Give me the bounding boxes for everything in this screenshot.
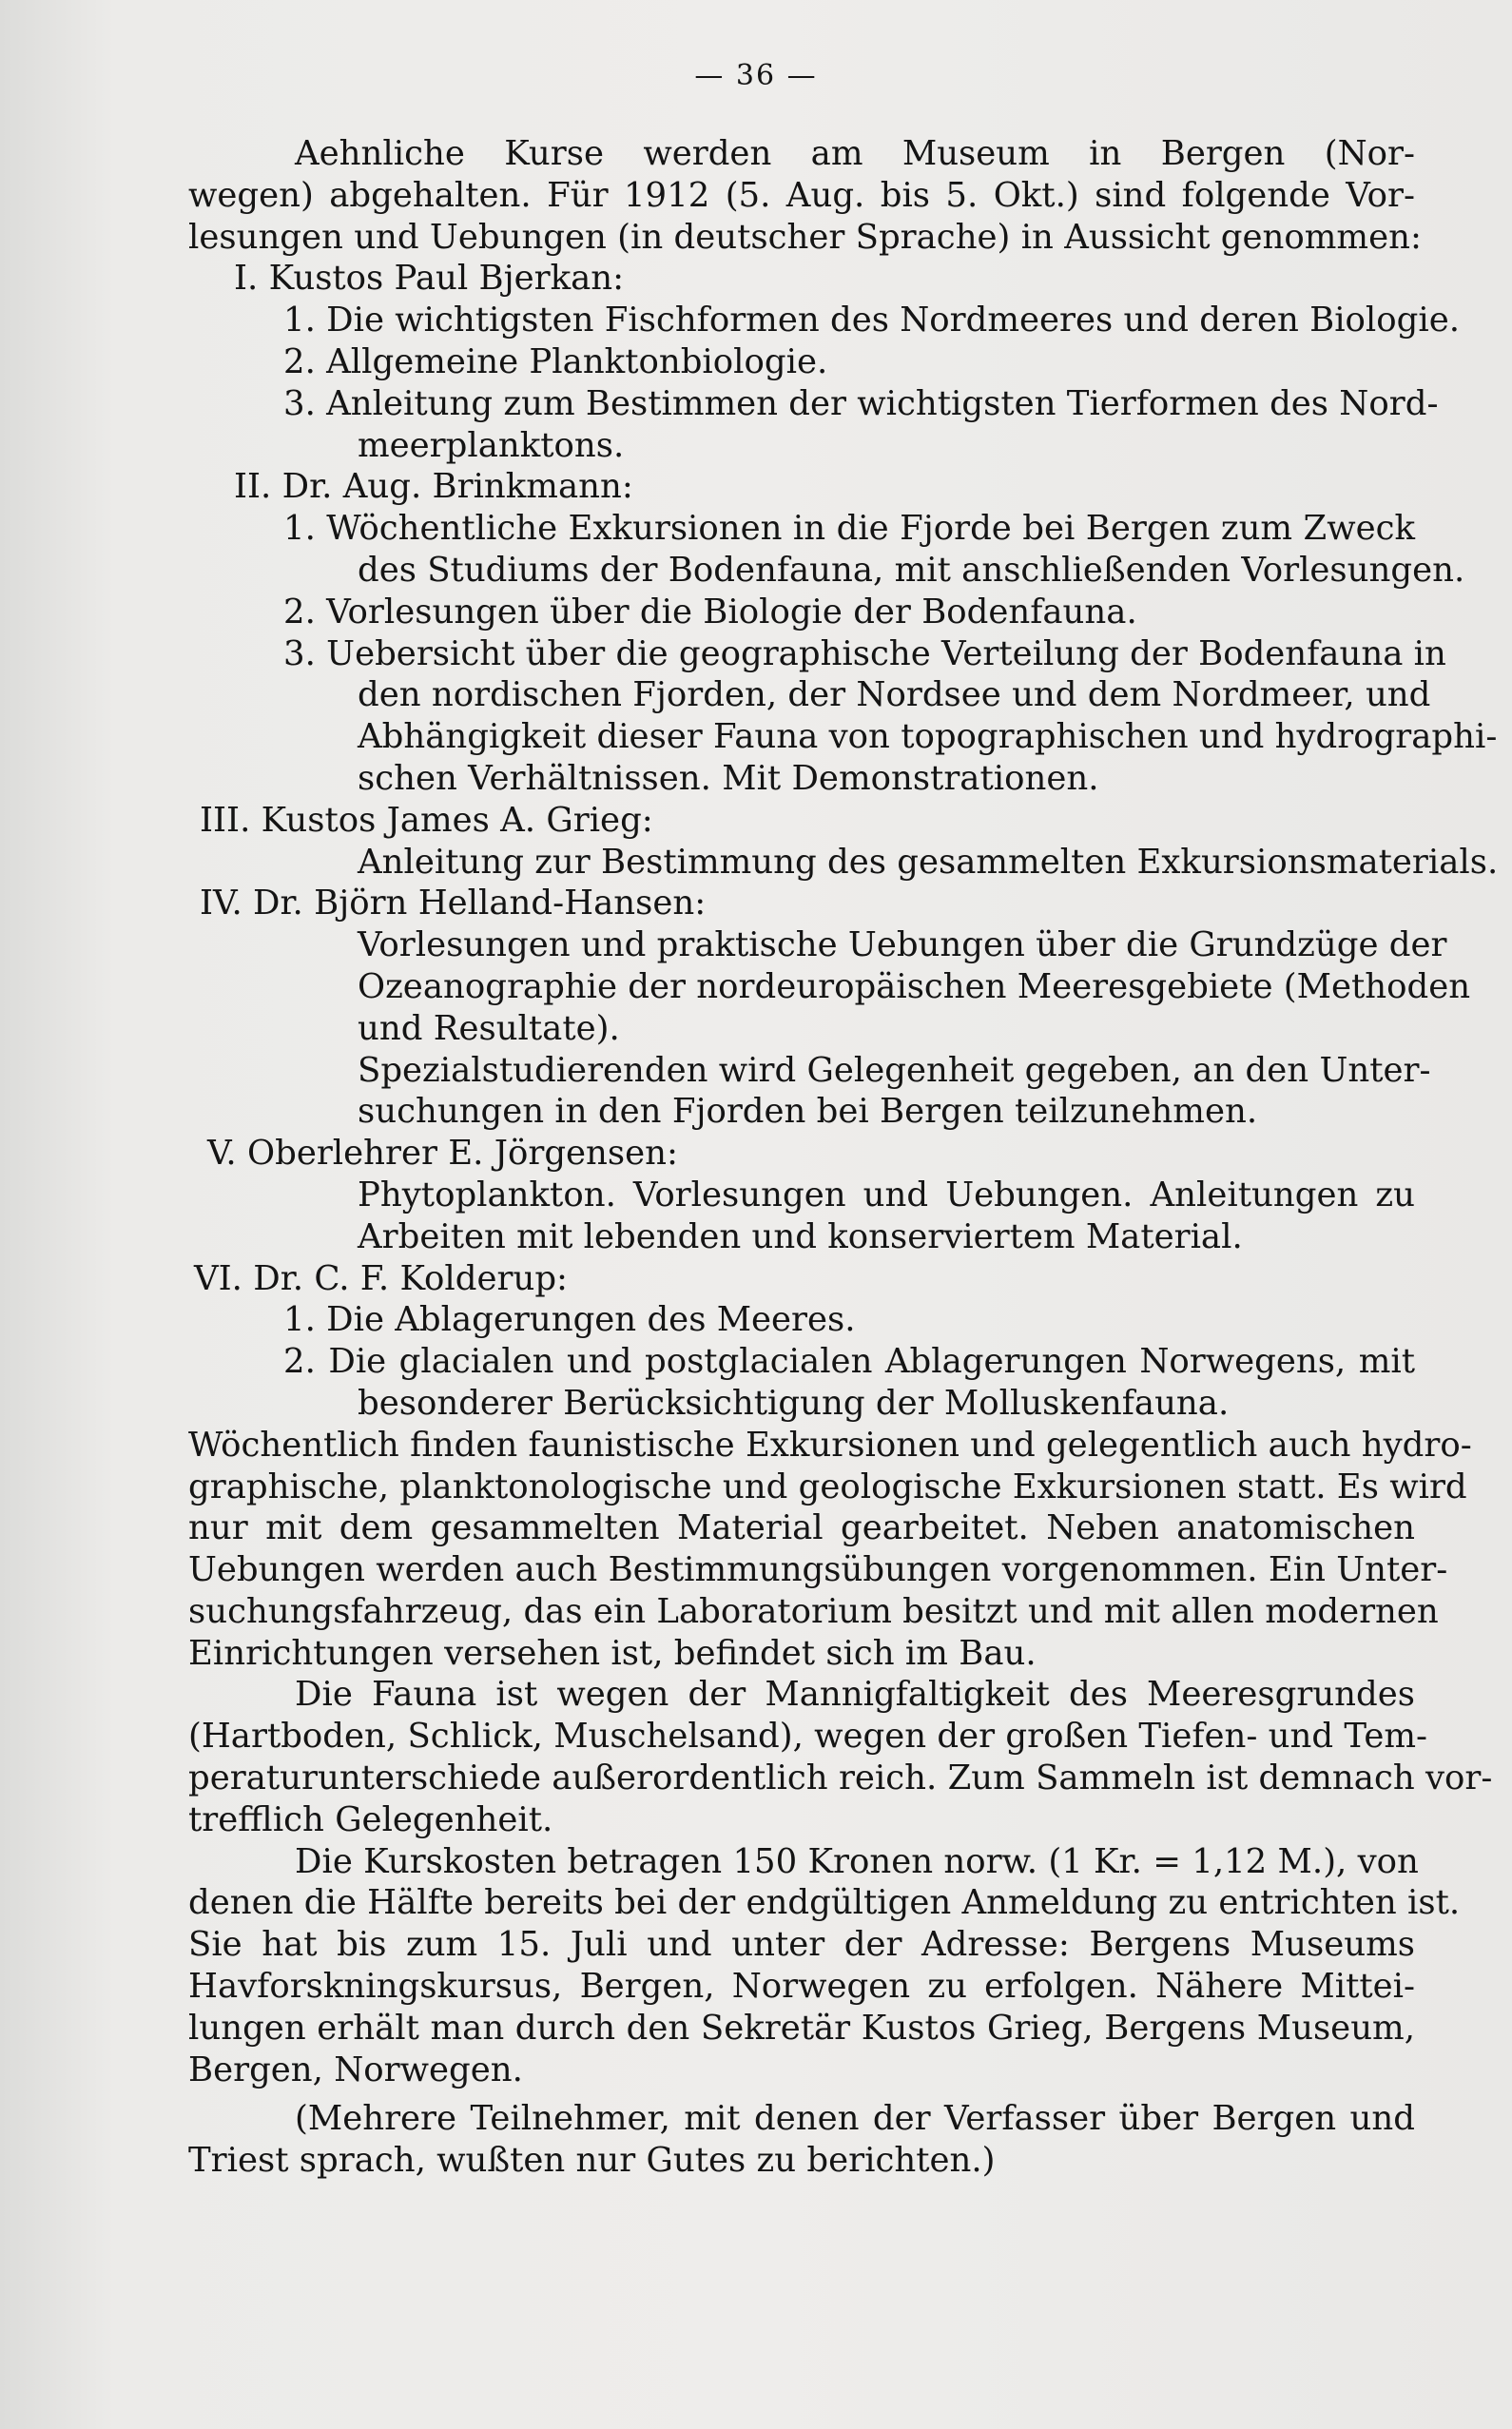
text-line: trefflich Gelegenheit. [188,1799,553,1839]
list-item-continuation: Abhängigkeit dieser Fauna von topographischen und hydrographi- [358,717,1498,757]
text-line: graphische, planktonologische und geologische Exkursionen statt. Es wird [188,1467,1467,1506]
text-line: suchungsfahrzeug, das ein Laboratorium besitzt und mit allen modernen [188,1591,1439,1631]
lecturer-heading: I. Kustos Paul Bjerkan: [234,259,625,299]
text-line: Uebungen werden auch Bestimmungsübungen vorgenommen. Ein Unter- [188,1550,1448,1590]
list-item: 2. Vorlesungen über die Biologie der Bodenfauna. [283,592,1137,632]
lecturer-heading: IV. Dr. Björn Helland-Hansen: [200,884,707,923]
text-line: Sie hat bis zum 15. Juli und unter der Adresse: Bergens Museums [188,1925,1415,1965]
text-line: Bergen, Norwegen. [188,2050,523,2089]
list-item: 2. Die glacialen und postglacialen Ablagerungen Norwegens, mit [283,1342,1415,1382]
text-line: Einrichtungen versehen ist, befindet sich im Bau. [188,1633,1037,1673]
list-item-continuation: besonderer Berücksichtigung der Molluskenfauna. [358,1383,1230,1423]
text-line: peraturunterschiede außerordentlich reich. Zum Sammeln ist demnach vor- [188,1759,1493,1798]
list-item-continuation: den nordischen Fjorden, der Nordsee und dem Nordmeer, und [358,675,1431,715]
list-item: 3. Anleitung zum Bestimmen der wichtigsten Tierformen des Nord- [283,383,1439,423]
lecturer-heading: VI. Dr. C. F. Kolderup: [194,1258,569,1298]
body-text [188,133,1499,2182]
text-line: Die Kurskosten betragen 150 Kronen norw. (1 Kr. = 1,12 M.), von [295,1841,1419,1881]
list-item: Phytoplankton. Vorlesungen und Uebungen. Anleitungen zu [358,1175,1415,1214]
text-line: Triest sprach, wußten nur Gutes zu berichten.) [188,2141,996,2181]
text-line: lesungen und Uebungen (in deutscher Sprache) in Aussicht genommen: [188,217,1422,257]
list-item: Spezialstudierenden wird Gelegenheit gegeben, an den Unter- [358,1050,1431,1090]
list-item-continuation: des Studiums der Bodenfauna, mit anschließenden Vorlesungen. [358,550,1465,590]
list-item: 1. Die Ablagerungen des Meeres. [283,1300,856,1340]
list-item: Anleitung zur Bestimmung des gesammelten Exkursionsmaterials. [358,842,1499,882]
list-item: 1. Die wichtigsten Fischformen des Nordmeeres und deren Biologie. [283,301,1461,340]
list-item: Ozeanographie der nordeuropäischen Meeresgebiete (Methoden [358,966,1471,1006]
list-item-continuation: meerplanktons. [358,425,625,465]
text-line: nur mit dem gesammelten Material gearbeitet. Neben anatomischen [188,1508,1415,1548]
text-line: (Mehrere Teilnehmer, mit denen der Verfasser über Bergen und [295,2099,1415,2139]
text-line: Havforskningskursus, Bergen, Norwegen zu erfolgen. Nähere Mittei- [188,1967,1415,2007]
list-item: Arbeiten mit lebenden und konserviertem Material. [358,1216,1243,1256]
list-item-continuation: schen Verhältnissen. Mit Demonstrationen. [358,758,1099,798]
text-line: Die Fauna ist wegen der Mannigfaltigkeit des Meeresgrundes [295,1675,1415,1715]
list-item: suchungen in den Fjorden bei Bergen teilzunehmen. [358,1092,1258,1132]
text-line: Aehnliche Kurse werden am Museum in Bergen (Nor- [295,134,1415,173]
list-item: 1. Wöchentliche Exkursionen in die Fjorde bei Bergen zum Zweck [283,509,1415,549]
text-line: (Hartboden, Schlick, Muschelsand), wegen der großen Tiefen- und Tem- [188,1717,1427,1757]
text-line: denen die Hälfte bereits bei der endgültigen Anmeldung zu entrichten ist. [188,1883,1461,1923]
text-line: wegen) abgehalten. Für 1912 (5. Aug. bis 5. Okt.) sind folgende Vor- [188,175,1415,215]
list-item: und Resultate). [358,1008,620,1048]
lecturer-heading: II. Dr. Aug. Brinkmann: [234,467,633,507]
list-item: 2. Allgemeine Planktonbiologie. [283,341,828,381]
list-item: Vorlesungen und praktische Uebungen über die Grundzüge der [358,925,1447,965]
list-item: 3. Uebersicht über die geographische Verteilung der Bodenfauna in [283,633,1446,673]
text-line: Wöchentlich finden faunistische Exkursionen und gelegentlich auch hydro- [188,1425,1472,1465]
lecturer-heading: V. Oberlehrer E. Jörgensen: [207,1134,678,1174]
page-number: — 36 — [694,59,818,92]
text-line: lungen erhält man durch den Sekretär Kustos Grieg, Bergens Museum, [188,2008,1415,2048]
lecturer-heading: III. Kustos James A. Grieg: [200,800,653,840]
